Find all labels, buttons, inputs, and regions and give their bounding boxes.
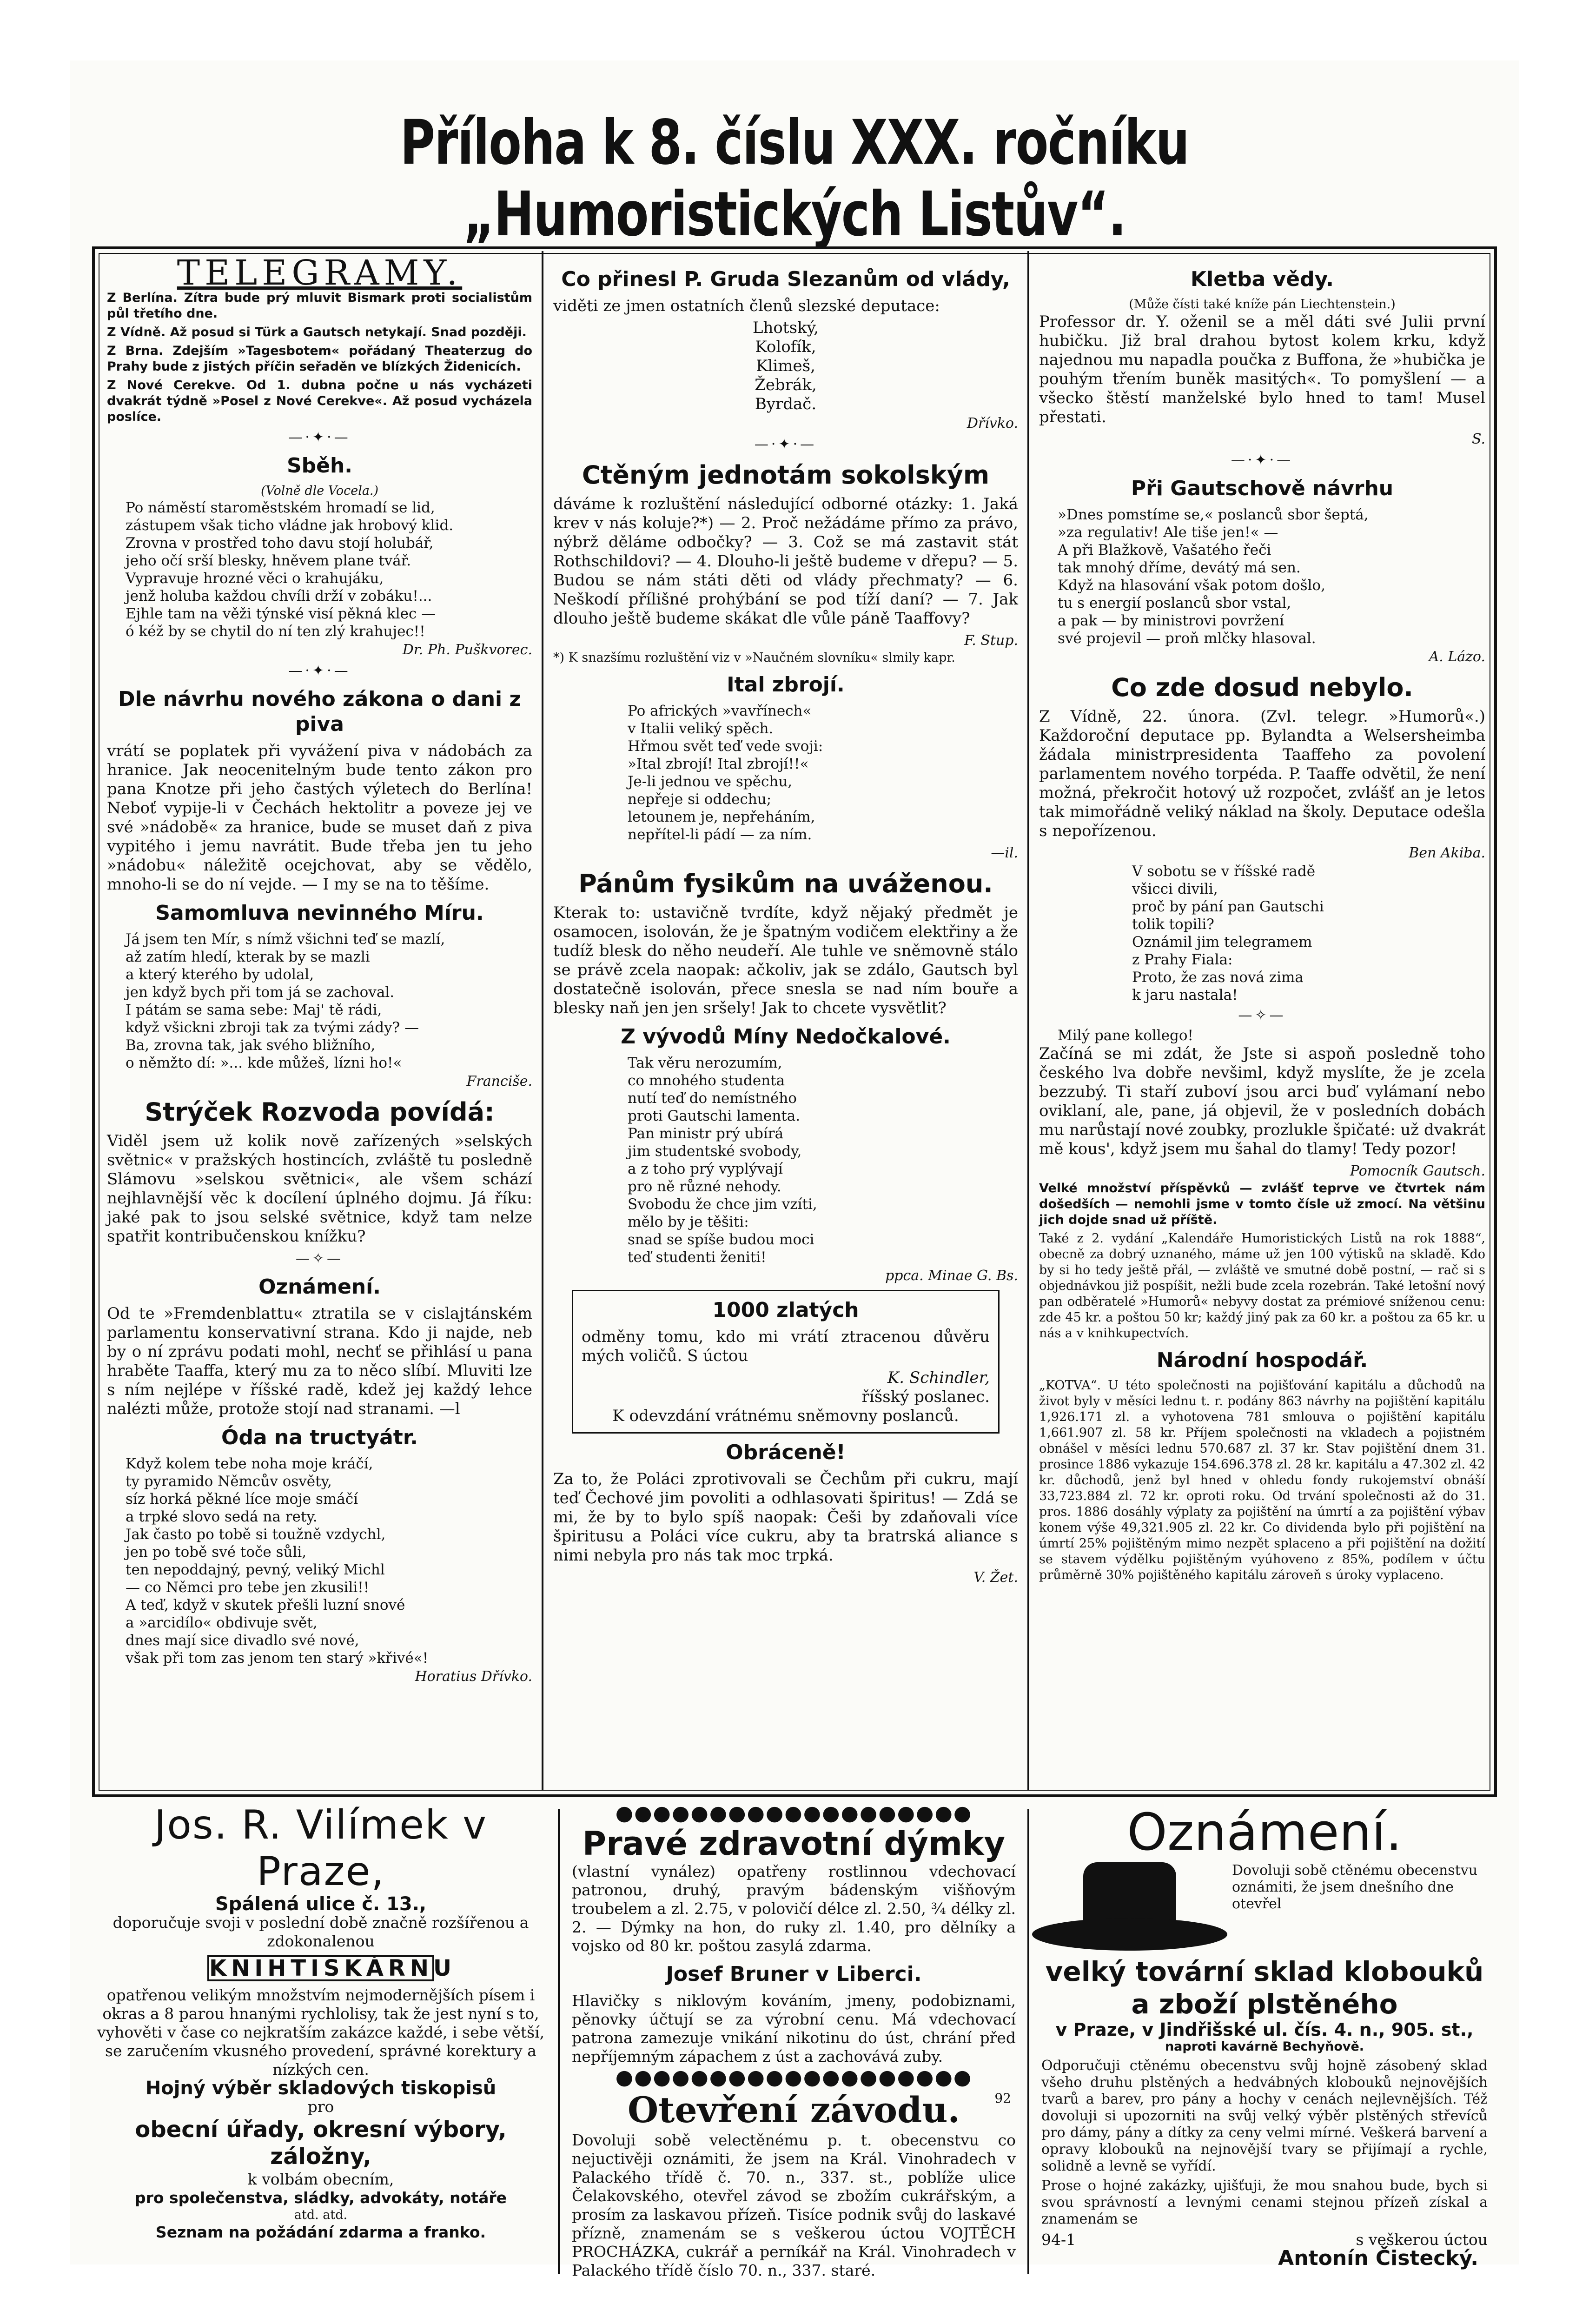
- poem-line: nutí teď do nemístného: [628, 1090, 797, 1107]
- poem-line: ty pyramido Němcův osvěty,: [126, 1473, 332, 1490]
- vilimek-text: opatřenou velikým množstvím nejmodernějších písem i okras a 8 parou hnanými rychlolisy, tak že jest nyní s to, vyhověti v čase co nejkratším zakázce každé, i sebe větší, se zaručením vkusného provedení, správné korektury a nízkých cen.: [97, 1986, 545, 2078]
- ital-title: Ital zbrojí.: [727, 673, 845, 697]
- cistecky-title: Oznámení.: [1127, 1802, 1402, 1862]
- poem-line: když všickni zbroji tak za tvými zády? —: [126, 1019, 419, 1036]
- poem-line: — co Němci pro tebe jen zkusili!!: [126, 1579, 370, 1596]
- poem-line: Svobodu že chce jim vzíti,: [628, 1196, 817, 1213]
- poem-line: Když kolem tebe noha moje kráčí,: [126, 1455, 373, 1472]
- cistecky-code: 94-1: [1041, 2231, 1076, 2249]
- signature: Dřívko.: [967, 415, 1018, 432]
- gautsch-title: Při Gautschově návrhu: [1131, 477, 1394, 500]
- poem-line: Hřmou svět teď vede svoji:: [628, 738, 823, 755]
- poem-line: tolik topili?: [1132, 916, 1214, 933]
- dosud-title: Co zde dosud nebylo.: [1111, 673, 1413, 702]
- poem-line: z Prahy Fiala:: [1132, 951, 1233, 968]
- poem-line: nepřeje si oddechu;: [628, 791, 772, 808]
- article-text: Od te »Fremdenblattu« ztratila se v cislajtánském parlamentu konservativní strana. Kdo ji najde, neb by o ní zprávu podati mohl, nechť se přihlásí u pana hraběte Taaffa, který mu za to něco slíbí. Mluviti lze s ním nejlépe v říšské radě, kdež jej každý lehce nalézti může, protože stojí nad stranami. —l: [107, 1304, 532, 1418]
- narodni-title: Národní hospodář.: [1156, 1348, 1368, 1372]
- poem-line: jen když bych při tom já se zachoval.: [126, 984, 395, 1001]
- cistecky-opposite: naproti kavárně Bechyňově.: [1165, 2039, 1364, 2054]
- vilimek-intro: doporučuje svoji v poslední době značně rozšířenou a zdokonalenou: [113, 1913, 529, 1950]
- obraceni-title: Obráceně!: [726, 1441, 846, 1464]
- telegram-item: Z Nové Cerekve. Od 1. dubna počne u nás vycházeti dvakrát týdně »Posel z Nové Cerekve«. Až posud vycházela poslíce.: [107, 378, 532, 424]
- otevreni-title: Otevření závodu.: [628, 2089, 960, 2131]
- signature: Pomocník Gautsch.: [1350, 1163, 1485, 1179]
- signature: ppca. Minae G. Bs.: [885, 1268, 1018, 1284]
- pivo-title: Dle návrhu nového zákona o dani z piva: [118, 687, 522, 736]
- telegram-item: Z Vídně. Až posud si Türk a Gautsch netykají. Snad později.: [107, 325, 527, 339]
- reward-footer: K odevzdání vrátnému sněmovny poslanců.: [612, 1407, 959, 1425]
- ad-cistecky: [1032, 1802, 1497, 2268]
- poem-line: k jaru nastala!: [1132, 987, 1238, 1003]
- poem-line: Proto, že zas nová zima: [1132, 969, 1304, 986]
- gruda-title: Co přinesl P. Gruda Slezanům od vlády,: [561, 267, 1010, 291]
- cistecky-text: Odporučuji ctěnému obecenstvu svůj hojně zásobený sklad všeho druhu plstěných a hedvábných klobouků nejnovějších tvarů a barev, pro pány a hochy v cenách nejlevnějších. Též dovoluji si upozorniti na svůj velký výběr plstěných střevíců pro dámy, pány a dítky za ceny velmi mírné. Veškerá barvení a opravy klobouků na nejnovější tvary se přijímají a rychle, solidně a levně se vyřídí.: [1041, 2058, 1488, 2174]
- poem-line: I pátám se sama sebe: Maj' tě rádi,: [126, 1002, 382, 1018]
- name-item: Kolofík,: [755, 338, 816, 356]
- calendar-notice: Také z 2. vydání „Kalendáře Humoristických Listů na rok 1888“, obecně za dobrý uznaného, máme už jen 100 výtisků na skladě. Kdo by si ho tedy ještě přál, — zvláště ve smutné době postní, — rač si s objednávkou již pospíšit, nežli bude zcela rozebrán. Také letošní nový pan odběratelé »Humorů« nebyvy dostat za prémiové sníženou cenu: zde 45 kr. a poštou 50 kr; každý jiný pak za 60 kr. a poštou za 65 kr. u nás a v knihkupectvích.: [1039, 1231, 1485, 1341]
- reward-signature: K. Schindler,: [887, 1368, 990, 1387]
- poem-line: letounem je, nepřeháním,: [628, 809, 815, 825]
- reward-signature-role: říšský poslanec.: [861, 1388, 990, 1406]
- poem-line: jenž holuba každou chvíli drží v zobáku!...: [126, 588, 432, 604]
- vilimek-seznam: Seznam na požádání zdarma a franko.: [155, 2223, 486, 2241]
- cistecky-address: v Praze, v Jindřišské ul. čís. 4. n., 905. st.,: [1055, 2019, 1474, 2040]
- poem-line: proti Gautschi lamenta.: [628, 1108, 801, 1124]
- poem-line: Ejhle tam na věži týnské visí pěkná klec —: [126, 605, 436, 622]
- poem-line: zástupem však ticho vládne jak hrobový klid.: [126, 517, 454, 534]
- oznameni-title: Oznámení.: [258, 1275, 381, 1299]
- poem-line: Když na hlasování však potom došlo,: [1058, 577, 1325, 594]
- signature: Franciše.: [466, 1073, 532, 1089]
- reward-box: [572, 1290, 1000, 1434]
- poem-line: až zatím hledí, kterak by se mazli: [126, 949, 370, 965]
- cistecky-ucta: s veškerou úctou: [1356, 2231, 1488, 2249]
- poem-line: teď studenti ženiti!: [628, 1249, 767, 1266]
- poem-line: své projevil — proň mlčky hlasoval.: [1058, 630, 1316, 647]
- kletba-title: Kletba vědy.: [1191, 267, 1334, 291]
- column-1: [98, 253, 542, 1686]
- newspaper-page: [70, 60, 1519, 2279]
- vilimek-pro: pro: [307, 2098, 334, 2116]
- ad-vilimek: [88, 1802, 553, 2242]
- poem-line: co mnohého studenta: [628, 1072, 785, 1089]
- letter-greeting: Milý pane kollego!: [1058, 1027, 1194, 1044]
- signature: Dr. Ph. Puškvorec.: [402, 642, 532, 658]
- dymky-firm-text: Hlavičky s niklovým kováním, jmeny, podobiznami, pěnovky účtují se za výrobní cenu. Má vdechovací patrona zamezuje vnikání nikotinu do úst, chrání před nepříjemným zápachem z úst a zachovává zuby.: [572, 1992, 1016, 2065]
- ornament-divider: —·✦·—: [288, 429, 351, 445]
- signature: A. Lázo.: [1429, 649, 1485, 665]
- vilimek-atd: atd. atd.: [294, 2208, 348, 2222]
- vilimek-volby: k volbám obecním,: [247, 2170, 394, 2188]
- ad-number: 92: [994, 2091, 1011, 2106]
- ornament-divider: —·✦·—: [1231, 452, 1294, 468]
- hat-icon: [1032, 1862, 1227, 1955]
- poem-line: jeho očí srší blesky, hněvem plane tvář.: [126, 552, 411, 569]
- poem-line: Po afrických »vavřínech«: [628, 703, 812, 719]
- name-item: Byrdač.: [755, 395, 817, 413]
- poem-line: však při tom zas jenom ten starý »křivé«!: [126, 1650, 429, 1667]
- vilimek-urady: obecní úřady, okresní výbory, záložny,: [135, 2117, 507, 2170]
- dot-border: ●●●●●●●●●●●●●●●●●●●: [615, 2065, 973, 2089]
- poem-line: Tak věru nerozumím,: [628, 1055, 782, 1071]
- dymky-text: (vlastní vynález) opatřeny rostlinnou vdechovací patronou, druhý, pravým bádenským višňovým troubelem a zl. 2.75, v polovičí délce zl. 2.50, ¾ délky zl. 2. — Dýmky na hon, do ruky zl. 1.40, pro dělníky a vojsko od 80 kr. poštou zasylá zdarma.: [572, 1862, 1016, 1955]
- vilimek-street: Spálená ulice č. 13.,: [215, 1893, 427, 1915]
- poem-line: Po náměstí staroměstském hromadí se lid,: [126, 499, 435, 516]
- article-text: Professor dr. Y. oženil se a měl dáti své Julii první hubičku. Již bral drahou bytost kolem krku, když najednou mu napadla poučka z Buffona, že »hubička je pouhým třením buněk masitých«. To pomyšlení — a všecko štěstí manželské bylo hned to tam! Musel přestati.: [1039, 312, 1485, 426]
- poem-line: o němžto dí: »... kde můžeš, lízni ho!«: [126, 1055, 402, 1071]
- column-rule: [1027, 251, 1029, 1790]
- footnote: *) K snazšímu rozluštění viz v »Naučném slovníku« slmily kapr.: [553, 651, 955, 665]
- poem-line: síz horká pěkné líce moje smáčí: [126, 1491, 358, 1507]
- poem-line: Pan ministr prý ubírá: [628, 1125, 784, 1142]
- signature: F. Stup.: [964, 632, 1018, 649]
- poem-line: V sobotu se v říšské radě: [1132, 863, 1316, 880]
- poem-line: a »arcidílo« obdivuje svět,: [126, 1614, 318, 1631]
- signature: S.: [1471, 431, 1485, 447]
- sbeh-subtitle: (Volně dle Vocela.): [260, 484, 379, 498]
- strycek-title: Strýček Rozvoda povídá:: [145, 1097, 495, 1127]
- miru-title: Samomluva nevinného Míru.: [155, 901, 484, 925]
- poem-line: ten nepoddajný, pevný, veliký Michl: [126, 1561, 385, 1578]
- poem-line: a pak — by ministrovi povržení: [1058, 612, 1284, 629]
- column-rule: [542, 251, 543, 1790]
- ad-rule: [558, 1809, 560, 2274]
- oda-title: Óda na tructyátr.: [221, 1426, 418, 1449]
- otevreni-text: Dovoluji sobě velectěnému p. t. obecenstvu co nejuctivěji oznámiti, že jsem na Král. Vinohradech v Palackého třídě č. 70. n., 337. st., poblíže ulice Čelakovského, otevřel závod se zbožím cukrářským, a prosím za laskavou přízeň. Tisíce podnik svůj do laskavé přízně, znamenám se s veškerou úctou VOJTĚCH PROCHÁZKA, cukrář a perníkář na Král. Vinohradech v Palackého třídě číslo 70. n., 337. staré.: [572, 2131, 1016, 2279]
- column-3: [1030, 260, 1495, 1586]
- poem-line: a trpké slovo sedá na rety.: [126, 1508, 318, 1525]
- poem-line: jim studentské svobody,: [628, 1143, 802, 1160]
- poem-line: dnes mají sice divadlo své nové,: [126, 1632, 359, 1649]
- reward-title: 1000 zlatých: [712, 1298, 859, 1322]
- poem-line: ó kéž by se chytil do ní ten zlý krahujec!!: [126, 623, 425, 640]
- poem-line: a z toho prý vyplývají: [628, 1161, 783, 1177]
- name-item: Klimeš,: [756, 357, 815, 375]
- cistecky-big1: velký tovární sklad klobouků: [1045, 1956, 1484, 1987]
- signature: Horatius Dřívko.: [415, 1668, 532, 1685]
- poem-line: Oznámil jim telegramem: [1132, 934, 1312, 950]
- kotva-report: „KOTVA“. U této společnosti na pojišťování kapitálu a důchodů na život byly v měsíci lednu t. r. podány 863 návrhy na pojištění kapitálu 1,926.171 zl. a vyhotovena 781 smlouva o pojištění kapitálu 1,661.907 zl. 58 kr. Příjem společnosti na vkladech a pojistném obnášel v měsíci lednu 570.687 zl. 37 kr. Stav pojištění dnem 31. prosince 1886 vykazuje 154.696.378 zl. 28 kr. kapitálu a 47.302 zl. 42 kr. důchodů, jenž byl hned v ohledu fondy rukojemství obnáší 33,723.884 zl. 72 kr. oproti roku. Od trvání společnosti až do 31. pros. 1886 dosáhly výplaty za pojištění na úmrtí a za pojištění výbav konem výše 49,321.905 zl. 22 kr. Co dividenda bylo při pojištění na úmrtí 25% pojištěným mimo nezpět splaceno a při pojištění na dožití se stavem výdělku pojištěným vyúhoveno z 85%, podílem v účtu průměrně 30% pojištěného kapitálu zároveň s úroky vyplaceno.: [1039, 1378, 1485, 1582]
- name-item: Žebrák,: [755, 376, 817, 394]
- poem-line: jen po tobě své toče sůli,: [126, 1544, 307, 1560]
- ad-dymky: [563, 1802, 1025, 2280]
- article-text: Viděl jsem už kolik nově zařízených »selských světnic« v pražských hostincích, zvláště tu posledně Slámovu »selskou světnici«, ale všem schází nejhlavnější věc k docílení úplného dojmu. Já říku: jaké pak to jsou selské světnice, když tam nelze spatřit kontribučenskou knížku?: [107, 1132, 532, 1246]
- poem-line: Jak často po tobě si toužně vzdychl,: [126, 1526, 386, 1543]
- sokol-title: Ctěným jednotám sokolským: [582, 460, 990, 490]
- article-text: Z Vídně, 22. února. (Zvl. telegr. »Humorů«.) Každoroční deputace pp. Bylandta a Welsersheimba žádala ministrpresidenta Taaffeho za povolení parlamentem nového torpéda. P. Taaffe odvětil, že není možná, překročit hotový už rozpočet, zvlášť an je letos tak mimořádně veliký náklad na školy. Deputace odešla s nepořízenou.: [1039, 707, 1485, 840]
- masthead-title: Příloha k 8. číslu XXX. ročníku „Humoristických Listův“.: [400, 107, 1189, 250]
- article-text: Začíná se mi zdát, že Jste si aspoň posledně toho českého lva dobře nevšiml, když myslíte, že je zcela bezzubý. Ti staří zuboví jsou arci buď vylámaní nebo oviklaní, ale, pane, já objevil, že v posledních dobách mu narůstají nové zoubky, prozlukle špičaté: už dvakrát mě kous', když jsem mu šahal do tlamy! Tedy pozor!: [1039, 1044, 1486, 1158]
- reward-text: odměny tomu, kdo mi vrátí ztracenou důvěru mých voličů. S úctou: [582, 1328, 990, 1365]
- poem-line: A teď, když v skutek přešli luzní snové: [126, 1597, 405, 1614]
- vilimek-hojny: Hojný výběr skladových tiskopisů: [145, 2078, 497, 2099]
- article-text: dáváme k rozluštění následující odborné otázky: 1. Jaká krev v nás koluje?*) — 2. Proč nežádáme přímo za právo, nýbrž děláme odbočky? — 3. Což se má zastavit stát Rothschildovi? — 4. Dlouho-li ještě budeme v dřepu? — 5. Budou se nám státi děti od vlády přechmaty? — 6. Neškodí přílišné prohýbání se pod tíží daní? — 7. Jak dlouho ještě budeme skákat dle vůle páně Taaffovy?: [553, 495, 1018, 628]
- name-item: Lhotský,: [752, 319, 819, 337]
- poem-line: pro ně různé nehody.: [628, 1178, 781, 1195]
- vilimek-title: Jos. R. Vilímek v Praze,: [154, 1802, 488, 1895]
- ornament-divider: —✧—: [295, 1250, 344, 1267]
- poem-line: »za regulativ! Ale tiše jen!« —: [1058, 524, 1278, 541]
- fysik-title: Pánům fysikům na uváženou.: [578, 869, 993, 898]
- poem-line: všicci divili,: [1132, 881, 1218, 897]
- poem-line: proč by pání pan Gautschi: [1132, 898, 1324, 915]
- dymky-title: Pravé zdravotní dýmky: [582, 1825, 1006, 1863]
- poem-line: A při Blažkově, Vašatého řeči: [1058, 542, 1271, 558]
- cistecky-intro: Dovoluji sobě ctěnému obecenstvu oznámiti, že jsem dnešního dne otevřel: [1232, 1862, 1478, 1912]
- mina-title: Z vývodů Míny Nedočkalové.: [621, 1025, 951, 1049]
- poem-line: Zrovna v prostřed toho davu stojí holubář,: [126, 535, 434, 551]
- poem-line: Vypravuje hrozné věci o krahujáku,: [126, 570, 384, 587]
- poem-line: Je-li jednou ve spěchu,: [628, 773, 793, 790]
- article-text: Kterak to: ustavičně tvrdíte, když nějaký předmět je osamocen, isolován, že je špatným vodičem elektřiny a že tudíž blesk do něho neudeří. Ale tuhle ve sněmovně stálo se právě zcela naopak: ačkoliv, jak se zdálo, Gautsch byl dostatečně isolován, přece snesla se nad ním bouře a blesky naň jen jen sršely! Jak to chcete vysvětlit?: [553, 903, 1018, 1017]
- ornament-divider: —·✦·—: [288, 663, 351, 679]
- kletba-subtitle: (Může čísti také kníže pán Liechtenstein.): [1129, 297, 1396, 312]
- knihtiskarna-badge: KNIHTISKÁRNU: [207, 1955, 434, 1981]
- ornament-divider: —·✦·—: [754, 436, 817, 452]
- poem-line: Já jsem ten Mír, s nímž všichni teď se mazlí,: [126, 931, 445, 948]
- telegramy-title: TELEGRAMY.: [177, 253, 463, 293]
- poem-line: Ba, zrovna tak, jak svého bližního,: [126, 1037, 376, 1054]
- poem-line: »Dnes pomstíme se,« poslanců sbor šeptá,: [1058, 506, 1369, 523]
- poem-line: snad se spíše budou moci: [628, 1231, 814, 1248]
- article-text: Za to, že Poláci zprotivovali se Čechům při cukru, mají teď Čechové jim povoliti a odhlasovati špiritus! — Zdá se mi, že by to bylo spíš naopak: Češi by zdaňovali více špiritusu a Poláci více cukru, aby ta bratrská aliance s nimi nebyla pro nás tak moc trpká.: [553, 1470, 1018, 1565]
- cistecky-big2: a zboží plstěného: [1131, 1988, 1398, 2020]
- poem-line: tak mnohý dříme, devátý má sen.: [1058, 559, 1301, 576]
- article-text: viděti ze jmen ostatních členů slezské deputace:: [553, 297, 940, 315]
- column-2: [544, 260, 1027, 1587]
- signature: V. Žet.: [973, 1569, 1018, 1586]
- poem-line: »Ital zbrojí! Ital zbrojí!!«: [628, 756, 809, 772]
- article-text: vrátí se poplatek při vyvážení piva v nádobách za hranice. Jak neocenitelným bude tento zákon pro pana Knotze při jeho častých výletech do Berlína! Neboť vypije-li v Čechách hektolitr a poveze jej ve své »nádobě« za hranice, bude se muset daň z piva vypitého i jemu navrátit. Bude třeba jen tu jeho »nádobu« náležitě ocejchovat, aby se vědělo, mnoho-li se do ní vejde. — I my se na to těšíme.: [107, 742, 532, 894]
- dot-border: ●●●●●●●●●●●●●●●●●●●: [615, 1801, 973, 1825]
- cistecky-text2: Prose o hojné zakázky, ujišťuji, že mou snahou bude, bych si svou správností a levnými cenami stejnou přízeň získal a znamenám se: [1041, 2178, 1488, 2227]
- poem-line: mělo by je těšiti:: [628, 1214, 749, 1230]
- sbeh-title: Sběh.: [286, 454, 353, 478]
- signature: —il.: [991, 845, 1018, 861]
- vilimek-spolecenstva: pro společenstva, sládky, advokáty, notáře: [134, 2189, 507, 2207]
- poem-line: a který kterého by udolal,: [126, 966, 314, 983]
- poem-line: nepřítel-li pádí — za ním.: [628, 826, 812, 843]
- telegram-item: Z Berlína. Zítra bude prý mluvit Bismark proti socialistům půl třetího dne.: [107, 291, 532, 321]
- ad-rule: [1027, 1809, 1029, 2274]
- poem-line: v Italii veliký spěch.: [628, 720, 774, 737]
- telegram-item: Z Brna. Zdejším »Tagesbotem« pořádaný Theaterzug do Prahy bude z jistých příčin seřaděn ve blízkých Židenicích.: [107, 344, 532, 374]
- editorial-notice: Velké množství příspěvků — zvlášť teprve ve čtvrtek nám došedších — nemohli jsme v tomto čísle už zmocí. Na většinu jich dojde snad už příště.: [1039, 1181, 1485, 1227]
- cistecky-name: Antonín Čistecký.: [1278, 2246, 1478, 2270]
- ornament-divider: —✧—: [1238, 1007, 1286, 1023]
- signature: Ben Akiba.: [1409, 845, 1485, 861]
- dymky-firm: Josef Bruner v Liberci.: [666, 1962, 922, 1986]
- poem-line: tu s energií poslanců sbor vstal,: [1058, 595, 1291, 611]
